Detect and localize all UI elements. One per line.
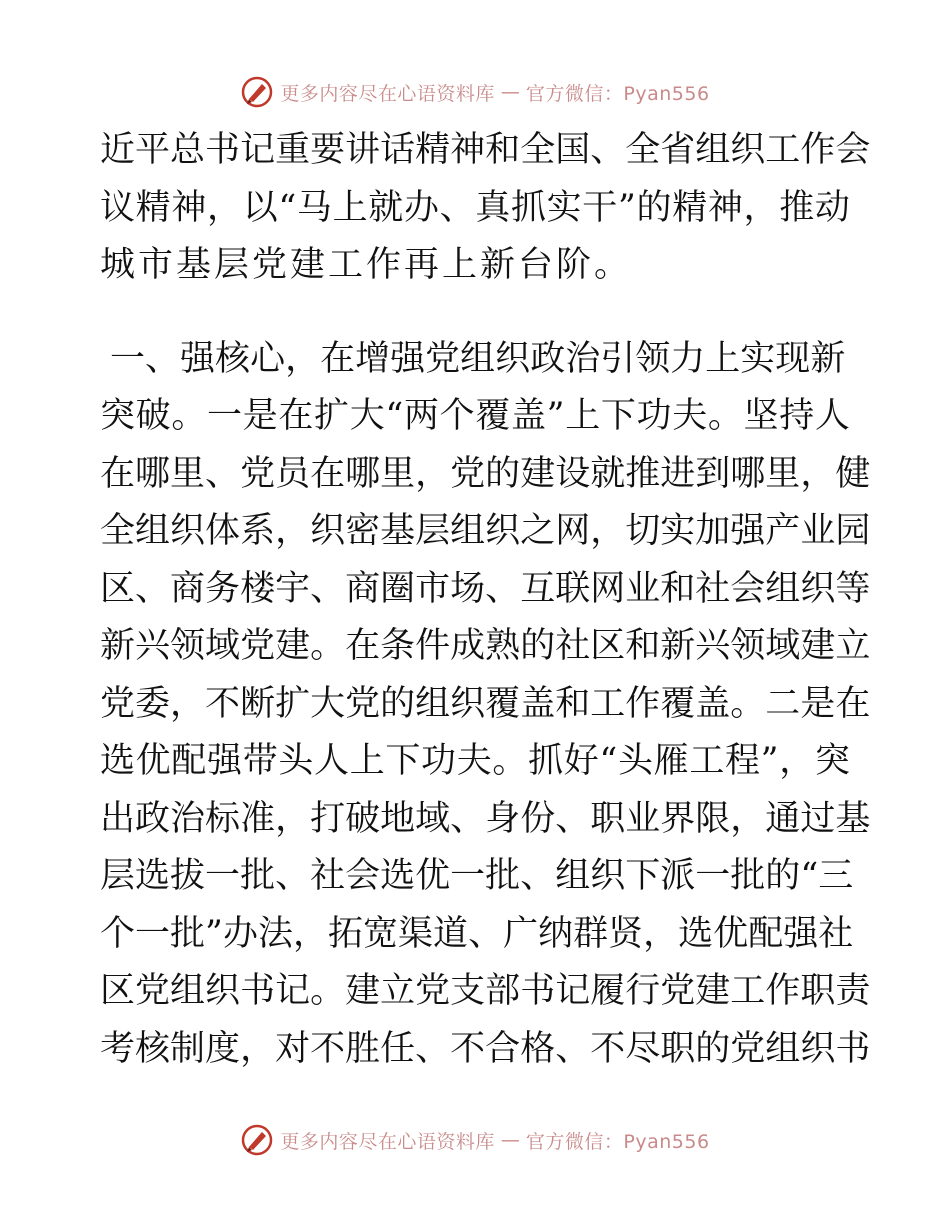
text-line: 新 兴 领 域 党 建 。 在 条 件 成 熟 的 社 区 和 新 兴 领 域 建 立 (100, 626, 871, 666)
text-line: 层 选 拔 一 批 、 社 会 选 优 一 批 、 组 织 下 派 一 批 的 “ 三 (100, 856, 854, 896)
paragraph (100, 122, 871, 295)
text-line: 一 、 强 核 心 ， 在 增 强 党 组 织 政 治 引 领 力 上 实 现 新 (110, 338, 846, 379)
pen-logo-icon (240, 1123, 274, 1157)
text-line: 区 党 组 织 书 记 。 建 立 党 支 部 书 记 履 行 党 建 工 作 职 责 (100, 971, 871, 1011)
watermark-separator: — (500, 81, 520, 103)
text-line: 近 平 总 书 记 重 要 讲 话 精 神 和 全 国 、 全 省 组 织 工 作 会 (100, 130, 871, 170)
text-line: 全 组 织 体 系 ， 织 密 基 层 组 织 之 网 ， 切 实 加 强 产 业 园 (100, 511, 871, 551)
paragraph (100, 331, 871, 1079)
pen-logo-icon (240, 75, 274, 109)
document-body (100, 122, 871, 1078)
text-line: 突 破 。 一 是 在 扩 大 “ 两 个 覆 盖 ” 上 下 功 夫 。 坚 持 人 (100, 396, 850, 436)
watermark-text: 更多内容尽在心语资料库 (280, 1130, 495, 1153)
watermark-text: 更多内容尽在心语资料库 (280, 82, 495, 105)
text-line: 城市基层党建工作再上新台阶。 (100, 245, 633, 285)
text-line: 个 一 批 ” 办 法 ， 拓 宽 渠 道 、 广 纳 群 贤 ， 选 优 配 强 社 (100, 913, 854, 954)
text-line: 议 精 神 ， 以 “ 马 上 就 办 、 真 抓 实 干 ” 的 精 神 ， 推 动 (100, 187, 850, 228)
text-line: 在 哪 里 、 党 员 在 哪 里 ， 党 的 建 设 就 推 进 到 哪 里 ， 健 (100, 453, 871, 494)
watermark-official: 官方微信：Pyan556 (525, 1130, 710, 1153)
text-line: 区 、 商 务 楼 宇 、 商 圈 市 场 、 互 联 网 业 和 社 会 组 织 等 (100, 568, 871, 609)
watermark-separator: — (500, 1129, 520, 1151)
footer-watermark (0, 1120, 950, 1160)
text-line: 党 委 ， 不 断 扩 大 党 的 组 织 覆 盖 和 工 作 覆 盖 。 二 是 在 (100, 683, 871, 724)
header-watermark (0, 72, 950, 112)
text-line: 选 优 配 强 带 头 人 上 下 功 夫 。 抓 好 “ 头 雁 工 程 ” ， 突 (100, 741, 850, 781)
text-line: 考 核 制 度 ， 对 不 胜 任 、 不 合 格 、 不 尽 职 的 党 组 织 书 (100, 1028, 871, 1069)
watermark-official: 官方微信：Pyan556 (525, 82, 710, 105)
text-line: 出 政 治 标 准 ， 打 破 地 域 、 身 份 、 职 业 界 限 ， 通 过 基 (100, 798, 871, 839)
